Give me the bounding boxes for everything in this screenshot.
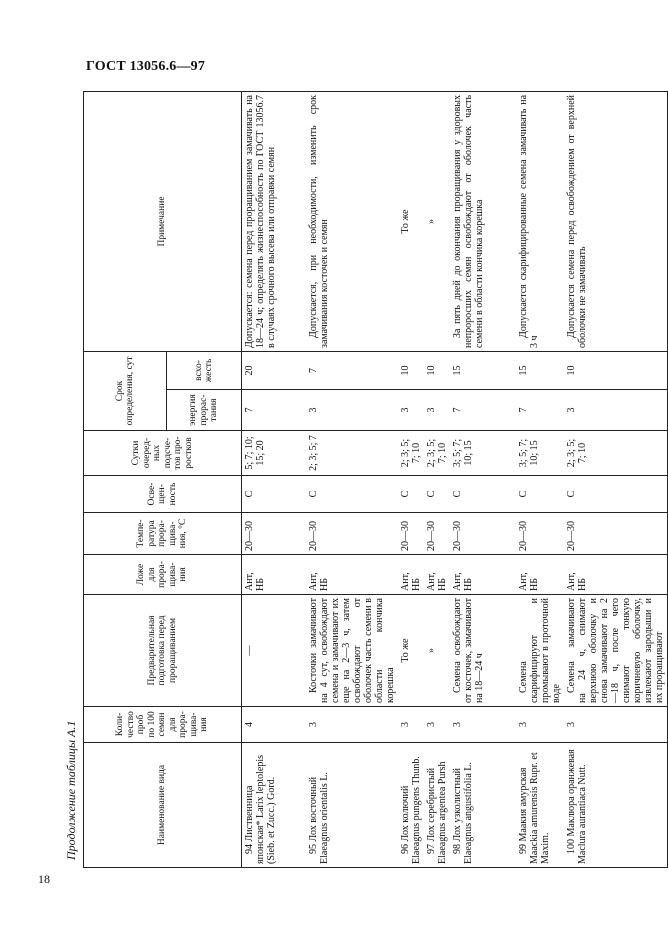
cell-temp: 20—30 [306,513,398,555]
cell-prep: » [424,595,450,707]
cell-name: 95 Лох восточный Elaeagnus orientalis L. [306,743,398,868]
species-table [83,91,668,868]
cell-prep: Косточки замачивают на 4 сут, освобождают семена и замачивают их еще на 2—3 ч, затем освобождают от оболочек часть семени в области кончика корешка [306,595,398,707]
cell-note: Допускается семена перед освобождением от верхней оболочки не замачивать [564,91,668,351]
cell-name: 100 Маклюра оранжевая Maclura aurantiaca Nutt. [564,743,668,868]
cell-energy: 7 [450,390,516,431]
cell-bed: Ант, НБ [306,555,398,595]
col-header-term: Срок определения, сут [84,351,167,430]
cell-temp: 20—30 [424,513,450,555]
cell-count: 3 [564,707,668,743]
cell-days: 2; 3; 5; 7 [306,431,398,476]
cell-energy: 7 [242,390,306,431]
cell-prep: Семена замачивают на 24 ч, снимают верхнюю оболочку и снова замачивают на 2—18 ч, после чего снимают тонкую коричневую оболочку, извлекают зародыши и их проращивают [564,595,668,707]
page-number: 18 [38,872,50,886]
cell-temp: 20—30 [564,513,668,555]
cell-temp: 20—30 [450,513,516,555]
cell-energy: 3 [424,390,450,431]
cell-days: 2; 3; 5; 7; 10 [564,431,668,476]
cell-energy: 3 [564,390,668,431]
cell-germ: 15 [516,351,564,389]
cell-prep: — [242,595,306,707]
cell-light: С [398,476,424,513]
cell-note: » [424,91,450,351]
cell-bed: Ант, НБ [398,555,424,595]
col-header-count: Коли-чество проб по 100 семян для прора-щива-ния [84,707,242,743]
table-caption: Продолжение таблицы А.1 [64,720,78,860]
cell-germ: 15 [450,351,516,389]
cell-bed: Ант, НБ [516,555,564,595]
table-row [450,91,516,867]
table-row [424,91,450,867]
cell-days: 2; 3; 5; 7; 10 [398,431,424,476]
cell-note: То же [398,91,424,351]
cell-count: 3 [450,707,516,743]
col-header-light: Осве-щен-ность [84,476,242,513]
standard-title: ГОСТ 13056.6—97 [86,59,206,74]
table-row [306,91,398,867]
col-header-energy: энергия прорас-тания [167,390,242,431]
col-header-temp: Темпе-ратура прора-щива-ния, °С [84,513,242,555]
cell-days: 2; 3; 5; 7; 10 [424,431,450,476]
cell-name: 94 Лиственница японская* Larix leptolepis (Sieb. et Zucc.) Gord. [242,743,306,868]
cell-days: 5; 7; 10; 15; 20 [242,431,306,476]
cell-note: За пять дней до окончания проращивания у здоровых непроросших семян освобождают от оболочек часть семени в области кончика корешка [450,91,516,351]
cell-germ: 10 [564,351,668,389]
cell-note: Допускается: семена перед проращиванием замачивать на 18—24 ч; определять жизнеспособность по ГОСТ 13056.7 в случаях срочного высева или отправки семян [242,91,306,351]
cell-light: С [242,476,306,513]
col-header-note: Примечание [84,91,242,351]
col-header-germ: всхо-жесть [167,351,242,389]
cell-germ: 10 [424,351,450,389]
cell-light: С [516,476,564,513]
cell-light: С [450,476,516,513]
table-row [516,91,564,867]
cell-prep: То же [398,595,424,707]
cell-days: 3; 5; 7; 10; 15 [450,431,516,476]
cell-prep: Семена освобождают от косточек, замачивают на 18—24 ч [450,595,516,707]
cell-count: 3 [306,707,398,743]
col-header-prep: Предварительная подготовка перед проращиванием [84,595,242,707]
cell-note: Допускается скарифицированные семена замачивать на 3 ч [516,91,564,351]
cell-name: 97 Лох серебристый Elaeagnus argentea Pursh [424,743,450,868]
cell-count: 4 [242,707,306,743]
cell-energy: 7 [516,390,564,431]
cell-count: 3 [398,707,424,743]
cell-energy: 3 [398,390,424,431]
cell-energy: 3 [306,390,398,431]
cell-prep: Семена скарифицируют и промывают в проточной воде [516,595,564,707]
cell-days: 3; 5; 7; 10; 15 [516,431,564,476]
cell-count: 3 [424,707,450,743]
cell-note: Допускается, при необходимости, изменить срок замачивания косточек и семян [306,91,398,351]
cell-germ: 7 [306,351,398,389]
cell-name: 99 Маакия амурская Maackia amurensis Rupr. et Maxim. [516,743,564,868]
table-row [242,91,306,867]
cell-temp: 20—30 [516,513,564,555]
cell-bed: Ант, НБ [424,555,450,595]
col-header-bed: Ложе для прора-щива-ния [84,555,242,595]
cell-germ: 20 [242,351,306,389]
cell-name: 98 Лох узколистный Elaeagnus angustifolia L. [450,743,516,868]
col-header-name: Наименование вида [84,743,242,868]
cell-bed: Ант, НБ [242,555,306,595]
cell-bed: Ант, НБ [564,555,668,595]
cell-bed: Ант, НБ [450,555,516,595]
cell-light: С [424,476,450,513]
col-header-days: Сутки очеред-ных подсче-тов про-ростков [84,431,242,476]
rotated-table-container [83,92,665,868]
cell-name: 96 Лох колючий Elaeagnus pungens Thunb. [398,743,424,868]
cell-light: С [564,476,668,513]
table-row [398,91,424,867]
cell-light: С [306,476,398,513]
cell-count: 3 [516,707,564,743]
cell-germ: 10 [398,351,424,389]
cell-temp: 20—30 [242,513,306,555]
table-row [564,91,668,867]
cell-temp: 20—30 [398,513,424,555]
